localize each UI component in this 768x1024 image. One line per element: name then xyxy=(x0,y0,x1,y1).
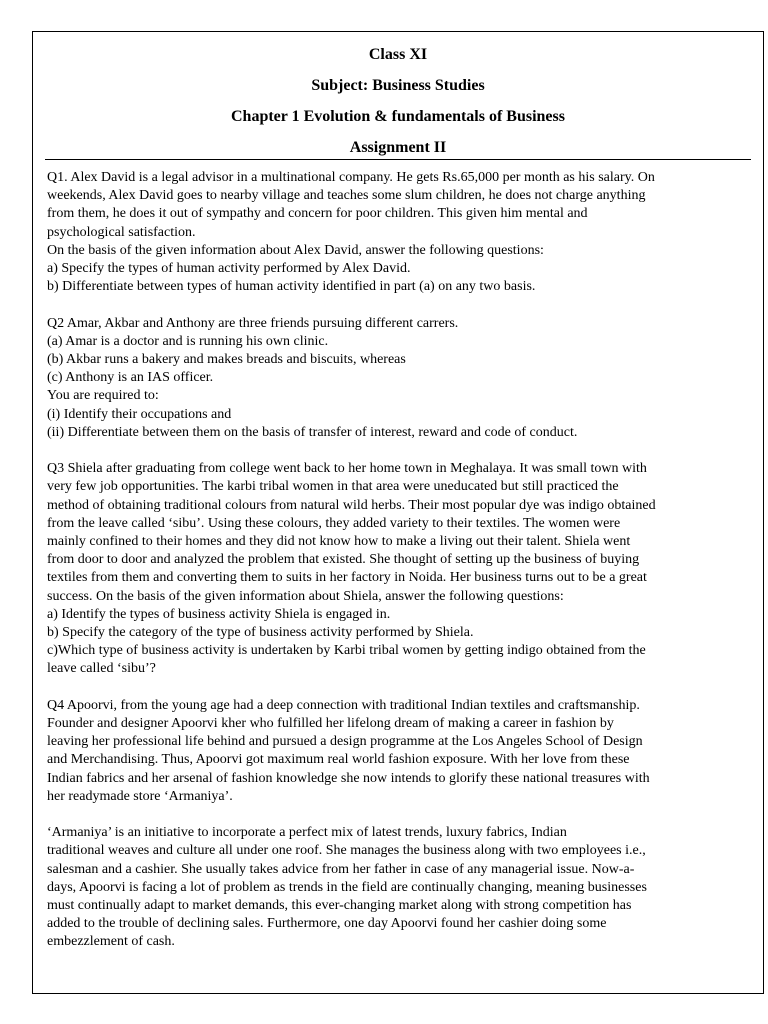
question-line: You are required to: xyxy=(47,388,159,404)
page-frame xyxy=(32,31,764,994)
question-line: from door to door and analyzed the problem that existed. She thought of setting up the business of buying xyxy=(47,552,640,568)
question-line: b) Specify the category of the type of business activity performed by Shiela. xyxy=(47,625,474,641)
question-line: leave called ‘sibu’? xyxy=(47,661,156,677)
question-line: from them, he does it out of sympathy and concern for poor children. This given him mental and xyxy=(47,206,588,222)
header-divider xyxy=(45,159,751,160)
question-line: On the basis of the given information about Alex David, answer the following questions: xyxy=(47,242,544,258)
class-title: Class XI xyxy=(368,46,428,63)
paragraph-gap xyxy=(47,296,737,314)
document-header xyxy=(33,32,763,163)
question-line: her readymade store ‘Armaniya’. xyxy=(47,788,233,804)
question-line: weekends, Alex David goes to nearby village and teaches some slum children, he does not charge anything xyxy=(47,188,646,204)
question-line: embezzlement of cash. xyxy=(47,934,175,950)
question-line: days, Apoorvi is facing a lot of problem as trends in the field are continually changing, meaning businesses xyxy=(47,879,647,895)
question-line: Q2 Amar, Akbar and Anthony are three friends pursuing different carrers. xyxy=(47,315,459,331)
question-line: success. On the basis of the given information about Shiela, answer the following questions: xyxy=(47,588,564,604)
question-3 xyxy=(47,460,737,678)
question-line: Founder and designer Apoorvi kher who fulfilled her lifelong dream of making a career in fashion by xyxy=(47,716,614,732)
question-line: leaving her professional life behind and pursued a design programme at the Los Angeles School of Design xyxy=(47,734,643,750)
question-line: c)Which type of business activity is undertaken by Karbi tribal women by getting indigo obtained from the xyxy=(47,643,646,659)
question-line: b) Differentiate between types of human activity identified in part (a) on any two basis. xyxy=(47,279,536,295)
question-line: and Merchandising. Thus, Apoorvi got maximum real world fashion exposure. With her love from these xyxy=(47,752,630,768)
subject-title: Subject: Business Studies xyxy=(311,77,485,94)
question-line: method of obtaining traditional colours from natural wild herbs. Their most popular dye was indigo obtained xyxy=(47,497,656,513)
paragraph-gap xyxy=(47,806,737,824)
question-line: (i) Identify their occupations and xyxy=(47,406,232,422)
question-line: very few job opportunities. The karbi tribal women in that area were uneducated but still practiced the xyxy=(47,479,619,495)
paragraph-gap xyxy=(47,442,737,460)
question-line: psychological satisfaction. xyxy=(47,224,196,240)
question-line: (a) Amar is a doctor and is running his own clinic. xyxy=(47,333,329,349)
assignment-body xyxy=(47,169,737,952)
question-line: textiles from them and converting them to suits in her factory in Noida. Her business turns out to be a great xyxy=(47,570,647,586)
question-line: must continually adapt to market demands, this ever-changing market along with strong competition has xyxy=(47,898,632,914)
question-line: Q4 Apoorvi, from the young age had a deep connection with traditional Indian textiles and craftsmanship. xyxy=(47,697,640,713)
question-line: a) Identify the types of business activity Shiela is engaged in. xyxy=(47,606,391,622)
question-line: Indian fabrics and her arsenal of fashion knowledge she now intends to glorify these national treasures with xyxy=(47,770,650,786)
question-line: from the leave called ‘sibu’. Using these colours, they added variety to their textiles. The women were xyxy=(47,515,621,531)
question-line: mainly confined to their homes and they did not know how to make a living out their talent. Shiela went xyxy=(47,534,631,550)
question-line: Q3 Shiela after graduating from college went back to her home town in Meghalaya. It was small town with xyxy=(47,461,647,477)
question-line: (c) Anthony is an IAS officer. xyxy=(47,370,214,386)
question-line: a) Specify the types of human activity performed by Alex David. xyxy=(47,261,411,277)
assignment-title: Assignment II xyxy=(349,139,447,156)
question-line: traditional weaves and culture all under one roof. She manages the business along with two employees i.e., xyxy=(47,843,646,859)
question-4-continued xyxy=(47,824,737,951)
question-line: (b) Akbar runs a bakery and makes breads and biscuits, whereas xyxy=(47,352,406,368)
paragraph-gap xyxy=(47,679,737,697)
question-1 xyxy=(47,169,737,296)
question-line: salesman and a cashier. She usually takes advice from her father in case of any managerial issue. Now-a- xyxy=(47,861,635,877)
question-line: Q1. Alex David is a legal advisor in a multinational company. He gets Rs.65,000 per month as his salary. On xyxy=(47,170,655,185)
chapter-title: Chapter 1 Evolution & fundamentals of Business xyxy=(231,108,565,125)
question-2 xyxy=(47,315,737,442)
question-line: (ii) Differentiate between them on the basis of transfer of interest, reward and code of conduct. xyxy=(47,424,578,440)
question-line: ‘Armaniya’ is an initiative to incorporate a perfect mix of latest trends, luxury fabrics, Indian xyxy=(47,825,567,841)
question-line: added to the trouble of declining sales. Furthermore, one day Apoorvi found her cashier doing some xyxy=(47,916,607,932)
question-4 xyxy=(47,697,737,806)
